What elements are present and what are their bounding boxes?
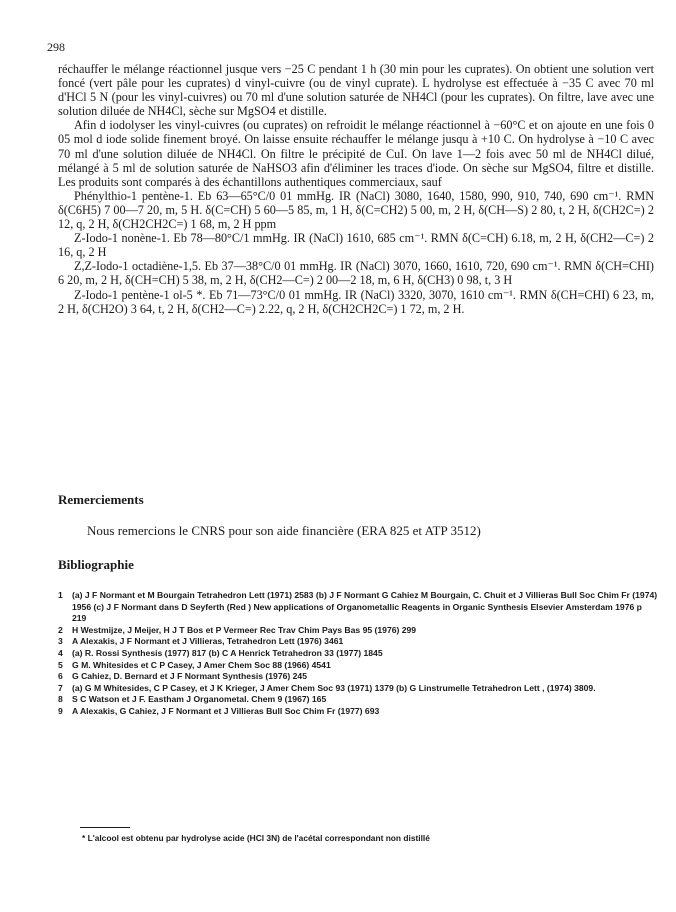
reference-item <box>58 706 658 718</box>
reference-text: (a) J F Normant et M Bourgain Tetrahedron Lett (1971) 2583 (b) J F Normant G Cahiez M Bourgain, C. Chuit et J Villieras Bull Soc Chim Fr (1974) 1956 (c) J F Normant dans D Seyferth (Red ) New applications of Organometallic Reagents in Organic Synthesis Elsevier Amsterdam 1976 p 219 <box>72 590 658 624</box>
page-number: 298 <box>47 40 65 54</box>
reference-text: (a) G M Whitesides, C P Casey, et J K Krieger, J Amer Chem Soc 93 (1971) 1379 (b) G Linstrumelle Tetrahedron Lett , (1974) 3809. <box>72 682 596 693</box>
paragraph: Afin d iodolyser les vinyl-cuivres (ou cuprates) on refroidit le mélange réactionnel à −60°C et on ajoute en une fois 0 05 mol d iode solide finement broyé. On laisse ensuite réchauffer le mélange jusqu à +10 C. On hydrolyse à −10 C avec 70 ml d'une solution diluée de NH4Cl. On filtre le précipité de CuI. On lave 1—2 fois avec 50 ml de NH4Cl dilué, mélangé à 5 ml de solution saturée de NaHSO3 afin d'éliminer les traces d'iode. On sèche sur MgSO4, filtre et distille. Les produits sont comparés à des échantillons authentiques commerciaux, sauf <box>58 118 654 189</box>
compound-entry: Phénylthio-1 pentène-1. Eb 63—65°C/0 01 mmHg. IR (NaCl) 3080, 1640, 1580, 990, 910, 740, 690 cm⁻¹. RMN δ(C6H5) 7 00—7 20, m, 5 H. δ(C=CH) 5 60—5 85, m, 1 H, δ(C=CH2) 5 00, m, 2 H, δ(CH—S) 2 80, t, 2 H, δ(CH2C=) 2 12, q, 2 H, δ(CH2CH2C=) 1 68, m, 2 H ppm <box>58 188 654 232</box>
acknowledgements-heading: Remerciements <box>58 492 144 507</box>
reference-text: H Westmijze, J Meijer, H J T Bos et P Vermeer Rec Trav Chim Pays Bas 95 (1976) 299 <box>72 624 417 635</box>
reference-number: 3 <box>58 636 63 647</box>
reference-text: S C Watson et J F. Eastham J Organometal. Chem 9 (1967) 165 <box>72 694 327 705</box>
paragraph: réchauffer le mélange réactionnel jusque vers −25 C pendant 1 h (30 min pour les cuprates). On obtient une solution vert foncé (vert pâle pour les cuprates) d vinyl-cuivre (ou de vinyl cuprate). L hydrolyse est effectuée à −35 C avec 70 ml d'HCl 5 N (pour les vinyl-cuivres) ou 70 ml d'une solution saturée de NH4Cl (pour les cuprates). On filtre, lave avec une solution diluée de NH4Cl, sèche sur MgSO4 et distille. <box>58 62 654 119</box>
body-text <box>58 62 654 316</box>
reference-list <box>58 590 658 718</box>
reference-number: 6 <box>58 671 63 682</box>
compound-entry: Z-Iodo-1 nonène-1. Eb 78—80°C/1 mmHg. IR (NaCl) 1610, 685 cm⁻¹. RMN δ(C=CH) 6.18, m, 2 H, δ(CH2—C=) 2 16, q, 2 H <box>58 231 654 260</box>
reference-number: 2 <box>58 624 63 635</box>
reference-item <box>58 590 658 625</box>
compound-entry: Z,Z-Iodo-1 octadiène-1,5. Eb 37—38°C/0 01 mmHg. IR (NaCl) 3070, 1660, 1610, 720, 690 cm⁻¹. RMN δ(CH=CHI) 6 20, m, 2 H, δ(CH=CH) 5 38, m, 2 H, δ(CH2—C=) 2 00—2 18, m, 6 H, δ(CH3) 0 98, t, 3 H <box>58 259 654 288</box>
reference-item <box>58 683 658 695</box>
compound-entry: Z-Iodo-1 pentène-1 ol-5 *. Eb 71—73°C/0 01 mmHg. IR (NaCl) 3320, 3070, 1610 cm⁻¹. RMN δ(CH=CHI) 6 23, m, 2 H, δ(CH2O) 3 64, t, 2 H, δ(CH2—C=) 2.22, q, 2 H, δ(CH2CH2C=) 1 72, m, 2 H. <box>58 287 654 316</box>
reference-item <box>58 625 658 637</box>
reference-text: G Cahiez, D. Bernard et J F Normant Synthesis (1976) 245 <box>72 671 307 682</box>
footnote-divider <box>80 827 130 828</box>
reference-text: (a) R. Rossi Synthesis (1977) 817 (b) C A Henrick Tetrahedron 33 (1977) 1845 <box>72 647 383 658</box>
reference-text: A Alexakis, G Cahiez, J F Normant et J Villieras Bull Soc Chim Fr (1977) 693 <box>72 705 380 716</box>
reference-item <box>58 660 658 672</box>
reference-number: 5 <box>58 659 63 670</box>
reference-item <box>58 648 658 660</box>
acknowledgements-text: Nous remercions le CNRS pour son aide financière (ERA 825 et ATP 3512) <box>87 523 481 538</box>
bibliography-heading: Bibliographie <box>58 557 134 572</box>
reference-item <box>58 671 658 683</box>
reference-number: 9 <box>58 705 63 716</box>
footnote: * L'alcool est obtenu par hydrolyse acide (HCl 3N) de l'acétal correspondant non distillé <box>82 833 430 843</box>
reference-number: 7 <box>58 682 63 693</box>
reference-item <box>58 694 658 706</box>
reference-number: 8 <box>58 694 63 705</box>
reference-number: 1 <box>58 590 63 600</box>
reference-text: A Alexakis, J F Normant et J Villieras, Tetrahedron Lett (1976) 3461 <box>72 636 344 647</box>
reference-item <box>58 636 658 648</box>
reference-number: 4 <box>58 647 63 658</box>
reference-text: G M. Whitesides et C P Casey, J Amer Chem Soc 88 (1966) 4541 <box>72 659 331 670</box>
